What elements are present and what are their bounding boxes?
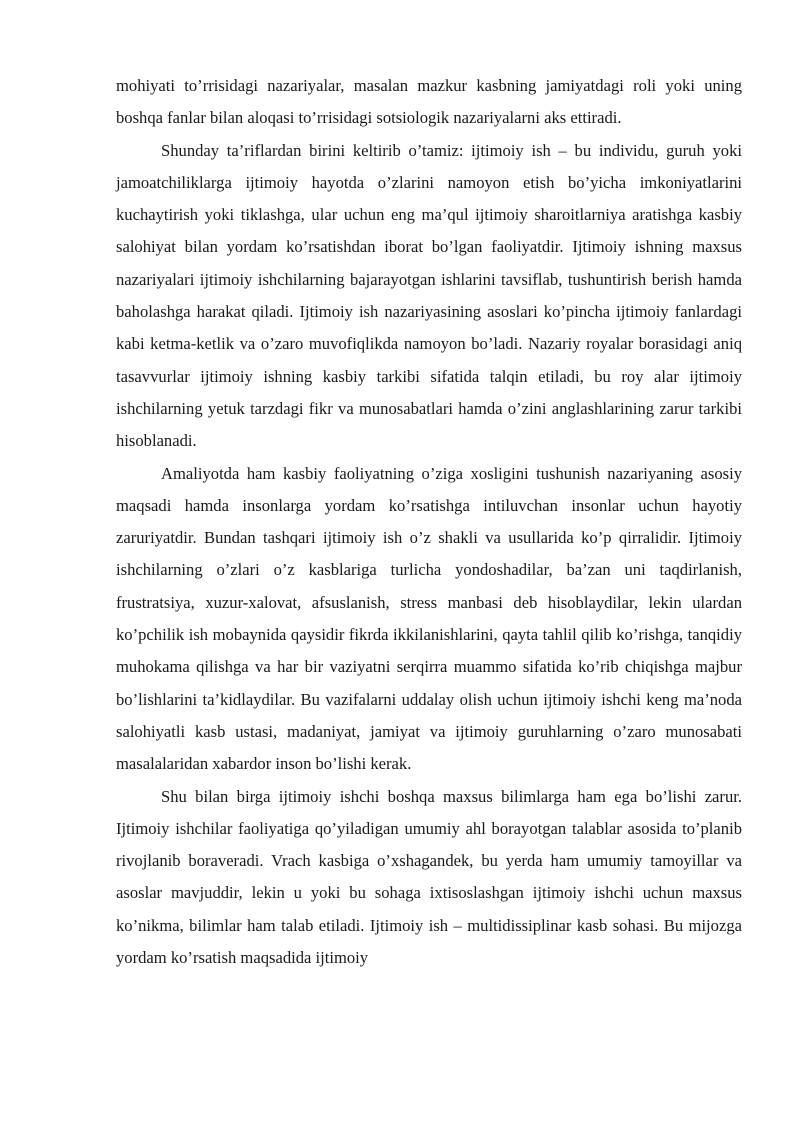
paragraph-knowledge: Shu bilan birga ijtimoiy ishchi boshqa maxsus bilimlarga ham ega bo’lishi zarur. Ijtimoiy ishchilar faoliyatiga qo’yiladigan umumiy ahl borayotgan talablar asosida to’planib rivojlanib boraveradi. Vrach kasbiga o’xshagandek, bu yerda ham umumiy tamoyillar va asoslar mavjuddir, lekin u yoki bu sohaga ixtisoslashgan ijtimoiy ishchi uchun maxsus ko’nikma, bilimlar ham talab etiladi. Ijtimoiy ish – multidissiplinar kasb sohasi. Bu mijozga yordam ko’rsatish maqsadida ijtimoiy [116, 786, 742, 968]
paragraph-definition: Shunday ta’riflardan birini keltirib o’tamiz: ijtimoiy ish – bu individu, guruh yoki jamoatchiliklarga ijtimoiy hayotda o’zlarini namoyon etish bo’yicha imkoniyatlarini kuchaytirish yoki tiklashga, ular uchun eng ma’qul ijtimoiy sharoitlarniya aratishga kasbiy salohiyat bilan yordam ko’rsatishdan iborat bo’lgan faoliyatdir. Ijtimoiy ishning maxsus nazariyalari ijtimoiy ishchilarning bajarayotgan ishlarini tavsiflab, tushuntirish berish hamda baholashga harakat qiladi. Ijtimoiy ish nazariyasining asoslari ko’pincha ijtimoiy fanlardagi kabi ketma-ketlik va o’zaro muvofiqlikda namoyon bo’ladi. Nazariy royalar borasidagi aniq tasavvurlar ijtimoiy ishning kasbiy tarkibi sifatida talqin etiladi, bu roy alar ijtimoiy ishchilarning yetuk tarzdagi fikr va munosabatlari hamda o’zini anglashlarining zarur tarkibi hisoblanadi. [116, 140, 742, 451]
paragraph-continuation: mohiyati to’rrisidagi nazariyalar, masalan mazkur kasbning jamiyatdagi roli yoki uning boshqa fanlar bilan aloqasi to’rrisidagi sotsiologik nazariyalarni aks ettiradi. [116, 76, 742, 128]
document-page [116, 70, 742, 974]
paragraph-practice: Amaliyotda ham kasbiy faoliyatning o’ziga xosligini tushunish nazariyaning asosiy maqsadi hamda insonlarga yordam ko’rsatishga intiluvchan insonlar uchun hayotiy zaruriyatdir. Bundan tashqari ijtimoiy ish o’z shakli va usullarida ko’p qirralidir. Ijtimoiy ishchilarning o’zlari o’z kasblariga turlicha yondoshadilar, ba’zan uni taqdirlanish, frustratsiya, xuzur-xalovat, afsuslanish, stress manbasi deb hisoblaydilar, lekin ulardan ko’pchilik ish mobaynida qaysidir fikrda ikkilanishlarini, qayta tahlil qilib ko’rishga, tanqidiy muhokama qilishga va har bir vaziyatni serqirra muammo sifatida ko’rib chiqishga majbur bo’lishlarini ta’kidlaydilar. Bu vazifalarni uddalay olish uchun ijtimoiy ishchi keng ma’noda salohiyatli kasb ustasi, madaniyat, jamiyat va ijtimoiy guruhlarning o’zaro munosabati masalalaridan xabardor inson bo’lishi kerak. [116, 463, 742, 774]
